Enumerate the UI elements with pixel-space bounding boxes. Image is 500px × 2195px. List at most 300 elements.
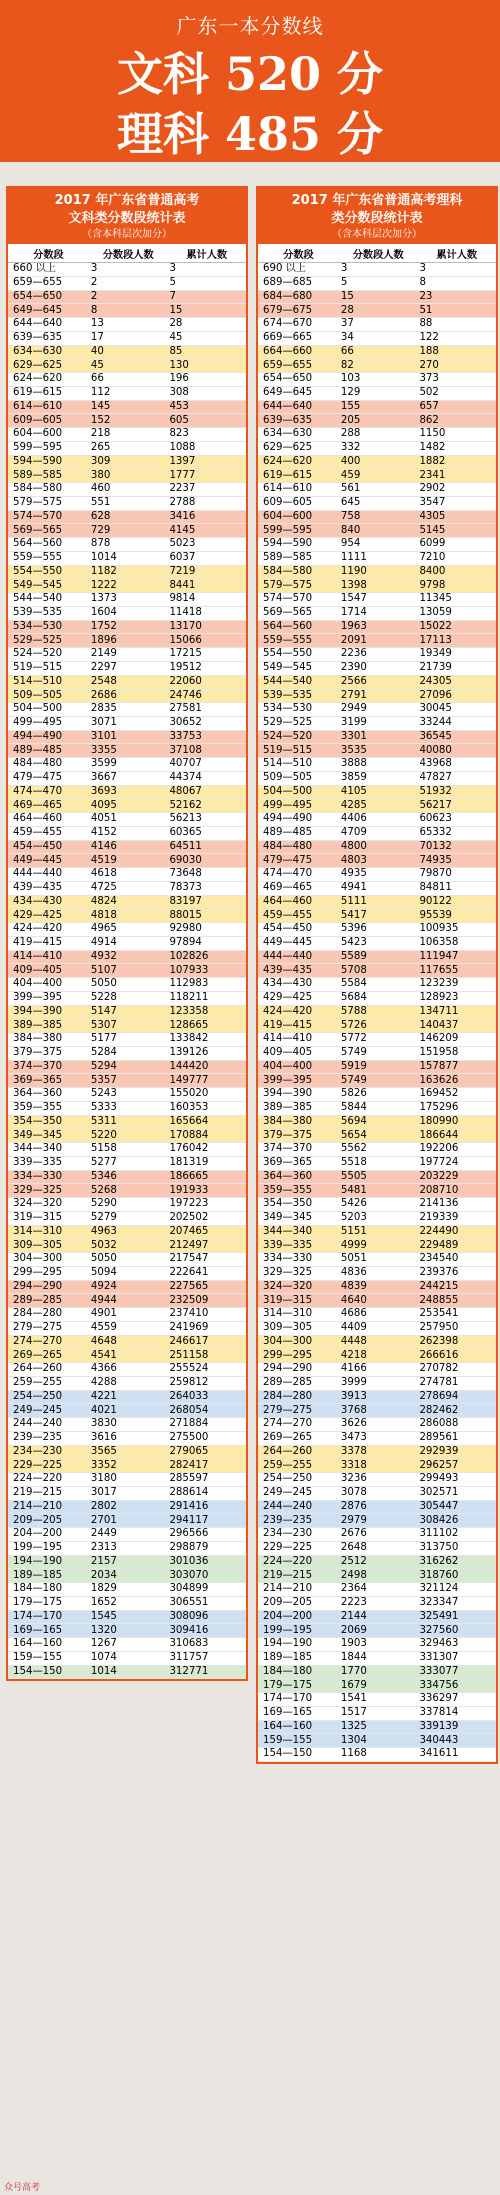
table-row [258, 593, 496, 607]
cell-range: 354—350 [258, 1198, 339, 1212]
table-row [258, 496, 496, 510]
table-row [258, 785, 496, 799]
table-row [8, 414, 246, 428]
cell-count: 3 [339, 263, 418, 277]
cell-count: 561 [339, 483, 418, 497]
cell-count: 3318 [339, 1459, 418, 1473]
cell-range: 494—490 [258, 813, 339, 827]
cell-cumulative: 30652 [167, 716, 246, 730]
cell-count: 5151 [339, 1225, 418, 1239]
cell-count: 2686 [89, 689, 168, 703]
cell-range: 424—420 [258, 1005, 339, 1019]
table-row [8, 868, 246, 882]
cell-count: 5357 [89, 1074, 168, 1088]
table-row [258, 441, 496, 455]
cell-cumulative: 246617 [167, 1335, 246, 1349]
table-row [8, 703, 246, 717]
table-row [258, 1198, 496, 1212]
cell-count: 2949 [339, 703, 418, 717]
cell-cumulative: 15022 [417, 620, 496, 634]
cell-count: 2835 [89, 703, 168, 717]
cell-cumulative: 169452 [417, 1088, 496, 1102]
cell-cumulative: 270 [417, 359, 496, 373]
cell-count: 1896 [89, 634, 168, 648]
cell-count: 4021 [89, 1404, 168, 1418]
cell-range: 569—565 [8, 524, 89, 538]
wen-score-table [8, 244, 246, 1679]
cell-range: 234—230 [258, 1528, 339, 1542]
cell-range: 224—220 [258, 1555, 339, 1569]
cell-range: 334—330 [8, 1170, 89, 1184]
cell-count: 5203 [339, 1211, 418, 1225]
cell-range: 634—630 [258, 428, 339, 442]
wen-title [8, 188, 246, 228]
cell-count: 3071 [89, 716, 168, 730]
cell-cumulative: 278694 [417, 1390, 496, 1404]
cell-range: 559—555 [8, 551, 89, 565]
cell-count: 1903 [339, 1638, 418, 1652]
cell-cumulative: 112983 [167, 978, 246, 992]
cell-cumulative: 128923 [417, 991, 496, 1005]
cell-count: 5111 [339, 895, 418, 909]
li-score-table [258, 244, 496, 1762]
cell-count: 758 [339, 510, 418, 524]
table-row [8, 1541, 246, 1555]
cell-count: 551 [89, 496, 168, 510]
cell-cumulative: 181319 [167, 1156, 246, 1170]
table-row [8, 593, 246, 607]
cell-range: 169—165 [8, 1624, 89, 1638]
table-row [258, 758, 496, 772]
table-row [258, 1280, 496, 1294]
cell-count: 3078 [339, 1486, 418, 1500]
cell-count: 265 [89, 441, 168, 455]
cell-count: 5749 [339, 1074, 418, 1088]
cell-cumulative: 175296 [417, 1101, 496, 1115]
table-row [258, 1693, 496, 1707]
cell-range: 399—395 [8, 991, 89, 1005]
cell-cumulative: 45 [167, 331, 246, 345]
cell-range: 309—305 [258, 1321, 339, 1335]
cell-range: 319—315 [258, 1294, 339, 1308]
cell-range: 644—640 [258, 400, 339, 414]
table-row [258, 1376, 496, 1390]
cell-count: 5107 [89, 964, 168, 978]
cell-range: 329—325 [258, 1266, 339, 1280]
cell-count: 3565 [89, 1445, 168, 1459]
cell-count: 3535 [339, 744, 418, 758]
table-row [258, 455, 496, 469]
cell-count: 4541 [89, 1349, 168, 1363]
cell-range: 289—285 [8, 1294, 89, 1308]
cell-cumulative: 11345 [417, 593, 496, 607]
table-row [8, 854, 246, 868]
cell-range: 614—610 [8, 400, 89, 414]
cell-count: 5684 [339, 991, 418, 1005]
cell-cumulative: 312771 [167, 1665, 246, 1679]
cell-cumulative: 285597 [167, 1473, 246, 1487]
cell-range: 294—290 [258, 1363, 339, 1377]
table-row [8, 634, 246, 648]
cell-count: 5277 [89, 1156, 168, 1170]
cell-range: 689—685 [258, 276, 339, 290]
wen-table-panel [6, 186, 248, 1681]
table-row [258, 1390, 496, 1404]
table-row [258, 359, 496, 373]
cell-cumulative: 9798 [417, 579, 496, 593]
cell-cumulative: 329463 [417, 1638, 496, 1652]
table-row [8, 276, 246, 290]
table-row [258, 799, 496, 813]
table-row [8, 483, 246, 497]
cell-count: 5147 [89, 1005, 168, 1019]
cell-cumulative: 23 [417, 290, 496, 304]
cell-range: 424—420 [8, 923, 89, 937]
cell-cumulative: 36545 [417, 730, 496, 744]
table-row [8, 1294, 246, 1308]
cell-count: 5051 [339, 1253, 418, 1267]
cell-count: 4409 [339, 1321, 418, 1335]
cell-range: 334—330 [258, 1253, 339, 1267]
table-row [258, 1679, 496, 1693]
cell-count: 5426 [339, 1198, 418, 1212]
cell-range: 209—205 [258, 1596, 339, 1610]
cell-count: 82 [339, 359, 418, 373]
cell-range: 389—385 [8, 1019, 89, 1033]
wen-col-range: 分数段 [8, 244, 89, 263]
table-row [8, 524, 246, 538]
wen-table-body [8, 263, 246, 1679]
cell-range: 469—465 [8, 799, 89, 813]
table-row [8, 1596, 246, 1610]
table-row [8, 1321, 246, 1335]
cell-cumulative: 271884 [167, 1418, 246, 1432]
table-row [258, 689, 496, 703]
table-row [8, 331, 246, 345]
cell-count: 4648 [89, 1335, 168, 1349]
cell-cumulative: 502 [417, 386, 496, 400]
cell-count: 5518 [339, 1156, 418, 1170]
cell-range: 690 以上 [258, 263, 339, 277]
table-row [8, 1349, 246, 1363]
cell-range: 254—250 [258, 1473, 339, 1487]
cell-range: 344—340 [258, 1225, 339, 1239]
cell-cumulative: 65332 [417, 826, 496, 840]
cell-cumulative: 97894 [167, 936, 246, 950]
cell-range: 419—415 [258, 1019, 339, 1033]
table-row [8, 1473, 246, 1487]
cell-count: 5284 [89, 1046, 168, 1060]
cell-count: 40 [89, 345, 168, 359]
cell-count: 5243 [89, 1088, 168, 1102]
table-row [258, 1321, 496, 1335]
cell-cumulative: 373 [417, 373, 496, 387]
cell-count: 5279 [89, 1211, 168, 1225]
cell-range: 514—510 [258, 758, 339, 772]
table-row [258, 538, 496, 552]
cell-cumulative: 180990 [417, 1115, 496, 1129]
cell-cumulative: 123239 [417, 978, 496, 992]
cell-cumulative: 15 [167, 304, 246, 318]
cell-count: 4932 [89, 950, 168, 964]
table-row [258, 703, 496, 717]
cell-count: 2449 [89, 1528, 168, 1542]
cell-cumulative: 28 [167, 318, 246, 332]
cell-cumulative: 308 [167, 386, 246, 400]
cell-count: 5826 [339, 1088, 418, 1102]
cell-cumulative: 48067 [167, 785, 246, 799]
cell-cumulative: 2237 [167, 483, 246, 497]
table-row [8, 895, 246, 909]
cell-range: 584—580 [8, 483, 89, 497]
cell-count: 2390 [339, 661, 418, 675]
table-row [8, 1363, 246, 1377]
cell-count: 3180 [89, 1473, 168, 1487]
cell-range: 364—360 [8, 1088, 89, 1102]
cell-cumulative: 8400 [417, 565, 496, 579]
cell-range: 549—545 [8, 579, 89, 593]
cell-count: 2791 [339, 689, 418, 703]
table-row [258, 1170, 496, 1184]
cell-cumulative: 3547 [417, 496, 496, 510]
cell-count: 1714 [339, 606, 418, 620]
table-row [258, 1514, 496, 1528]
cell-range: 589—585 [258, 551, 339, 565]
cell-range: 339—335 [8, 1156, 89, 1170]
cell-cumulative: 13170 [167, 620, 246, 634]
table-row [8, 538, 246, 552]
cell-range: 209—205 [8, 1514, 89, 1528]
cell-count: 4519 [89, 854, 168, 868]
cell-cumulative: 13059 [417, 606, 496, 620]
table-row [8, 716, 246, 730]
cell-count: 5346 [89, 1170, 168, 1184]
cell-range: 169—165 [258, 1706, 339, 1720]
cell-range: 374—370 [8, 1060, 89, 1074]
cell-count: 5158 [89, 1143, 168, 1157]
cell-count: 5584 [339, 978, 418, 992]
cell-range: 504—500 [258, 785, 339, 799]
cell-count: 1320 [89, 1624, 168, 1638]
cell-count: 1963 [339, 620, 418, 634]
table-row [8, 1555, 246, 1569]
cell-count: 1652 [89, 1596, 168, 1610]
cell-count: 3830 [89, 1418, 168, 1432]
table-row [258, 1569, 496, 1583]
cell-cumulative: 212497 [167, 1239, 246, 1253]
cell-cumulative: 268054 [167, 1404, 246, 1418]
wen-title-line1: 2017 年广东省普通高考 [54, 193, 200, 208]
cell-count: 5694 [339, 1115, 418, 1129]
table-row [258, 895, 496, 909]
cell-cumulative: 311102 [417, 1528, 496, 1542]
cell-count: 400 [339, 455, 418, 469]
cell-range: 564—560 [258, 620, 339, 634]
cell-count: 1547 [339, 593, 418, 607]
cell-count: 5220 [89, 1129, 168, 1143]
cell-count: 5788 [339, 1005, 418, 1019]
cell-range: 259—255 [8, 1376, 89, 1390]
cell-range: 279—275 [8, 1321, 89, 1335]
table-row [258, 483, 496, 497]
cell-cumulative: 336297 [417, 1693, 496, 1707]
cell-range: 444—440 [258, 950, 339, 964]
table-row [8, 1266, 246, 1280]
cell-cumulative: 253541 [417, 1308, 496, 1322]
cell-range: 634—630 [8, 345, 89, 359]
cell-count: 4366 [89, 1363, 168, 1377]
cell-range: 409—405 [8, 964, 89, 978]
cell-cumulative: 7210 [417, 551, 496, 565]
cell-cumulative: 47827 [417, 771, 496, 785]
table-row [258, 648, 496, 662]
cell-range: 534—530 [8, 620, 89, 634]
table-row [258, 1473, 496, 1487]
cell-count: 3 [89, 263, 168, 277]
table-row [258, 331, 496, 345]
table-row [258, 1074, 496, 1088]
cell-count: 2236 [339, 648, 418, 662]
li-title [258, 188, 496, 228]
table-row [258, 263, 496, 277]
cell-count: 4836 [339, 1266, 418, 1280]
cell-range: 629—625 [8, 359, 89, 373]
table-row [258, 400, 496, 414]
cell-cumulative: 134711 [417, 1005, 496, 1019]
cell-range: 544—540 [8, 593, 89, 607]
cell-range: 539—535 [258, 689, 339, 703]
table-row [258, 1734, 496, 1748]
cell-range: 519—515 [258, 744, 339, 758]
cell-range: 429—425 [8, 909, 89, 923]
cell-cumulative: 5 [167, 276, 246, 290]
cell-cumulative: 341611 [417, 1748, 496, 1762]
table-row [258, 1156, 496, 1170]
cell-range: 649—645 [258, 386, 339, 400]
table-row [8, 1651, 246, 1665]
table-row [8, 1445, 246, 1459]
cell-count: 1604 [89, 606, 168, 620]
cell-cumulative: 207465 [167, 1225, 246, 1239]
cell-count: 4709 [339, 826, 418, 840]
cell-count: 4800 [339, 840, 418, 854]
cell-range: 594—590 [8, 455, 89, 469]
table-row [258, 1349, 496, 1363]
table-row [258, 964, 496, 978]
cell-cumulative: 1088 [167, 441, 246, 455]
cell-count: 205 [339, 414, 418, 428]
cell-cumulative: 202502 [167, 1211, 246, 1225]
table-row [8, 496, 246, 510]
table-row [258, 854, 496, 868]
table-row [258, 1101, 496, 1115]
cell-cumulative: 165664 [167, 1115, 246, 1129]
cell-range: 554—550 [8, 565, 89, 579]
cell-range: 339—335 [258, 1239, 339, 1253]
cell-count: 3352 [89, 1459, 168, 1473]
cell-cumulative: 83197 [167, 895, 246, 909]
table-row [258, 345, 496, 359]
cell-count: 2149 [89, 648, 168, 662]
cell-range: 189—185 [258, 1651, 339, 1665]
table-row [8, 826, 246, 840]
cell-count: 628 [89, 510, 168, 524]
cell-count: 954 [339, 538, 418, 552]
table-row [8, 1225, 246, 1239]
cell-count: 2091 [339, 634, 418, 648]
cell-count: 28 [339, 304, 418, 318]
cell-count: 645 [339, 496, 418, 510]
cell-range: 534—530 [258, 703, 339, 717]
cell-count: 4152 [89, 826, 168, 840]
cell-range: 654—650 [258, 373, 339, 387]
cell-range: 159—155 [8, 1651, 89, 1665]
cell-range: 344—340 [8, 1143, 89, 1157]
cell-range: 464—460 [258, 895, 339, 909]
cell-range: 554—550 [258, 648, 339, 662]
cell-range: 659—655 [258, 359, 339, 373]
table-row [8, 510, 246, 524]
cell-range: 434—430 [8, 895, 89, 909]
cell-cumulative: 128665 [167, 1019, 246, 1033]
cell-cumulative: 229489 [417, 1239, 496, 1253]
cell-range: 249—245 [8, 1404, 89, 1418]
cell-range: 499—495 [8, 716, 89, 730]
cell-count: 4963 [89, 1225, 168, 1239]
cell-cumulative: 78373 [167, 881, 246, 895]
table-row [8, 1046, 246, 1060]
cell-count: 2297 [89, 661, 168, 675]
cell-count: 2034 [89, 1569, 168, 1583]
table-row [8, 1583, 246, 1597]
cell-range: 154—150 [258, 1748, 339, 1762]
table-row [8, 1376, 246, 1390]
cell-count: 3473 [339, 1431, 418, 1445]
cell-range: 354—350 [8, 1115, 89, 1129]
cell-cumulative: 299493 [417, 1473, 496, 1487]
cell-range: 159—155 [258, 1734, 339, 1748]
cell-count: 878 [89, 538, 168, 552]
table-row [8, 1074, 246, 1088]
cell-cumulative: 262398 [417, 1335, 496, 1349]
cell-range: 489—485 [258, 826, 339, 840]
cell-range: 679—675 [258, 304, 339, 318]
cell-range: 184—180 [8, 1583, 89, 1597]
cell-range: 274—270 [8, 1335, 89, 1349]
cell-range: 269—265 [8, 1349, 89, 1363]
cell-count: 5094 [89, 1266, 168, 1280]
cell-cumulative: 79870 [417, 868, 496, 882]
cell-count: 1325 [339, 1720, 418, 1734]
cell-cumulative: 160353 [167, 1101, 246, 1115]
cell-cumulative: 22060 [167, 675, 246, 689]
cell-cumulative: 74935 [417, 854, 496, 868]
table-row [8, 318, 246, 332]
table-row [8, 428, 246, 442]
cell-range: 179—175 [258, 1679, 339, 1693]
cell-cumulative: 282462 [417, 1404, 496, 1418]
table-row [8, 648, 246, 662]
cell-count: 1014 [89, 1665, 168, 1679]
cell-count: 5294 [89, 1060, 168, 1074]
table-row [258, 881, 496, 895]
cell-count: 155 [339, 400, 418, 414]
table-row [258, 661, 496, 675]
cell-count: 8 [89, 304, 168, 318]
banner-li-score: 理科 485 分 [116, 107, 384, 161]
table-row [8, 964, 246, 978]
cell-range: 609—605 [8, 414, 89, 428]
